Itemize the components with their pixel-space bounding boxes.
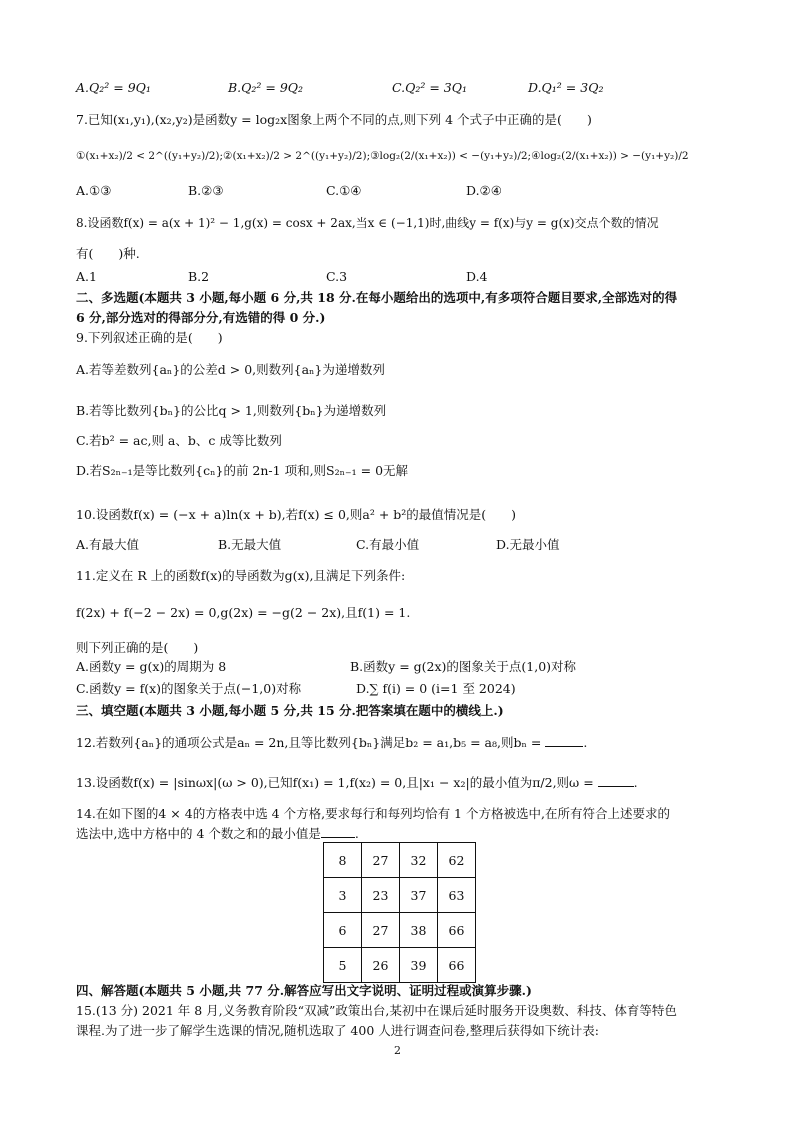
q9-option-c: C.若b² = ac,则 a、b、c 成等比数列 — [76, 433, 282, 448]
q7-stem: 7.已知(x₁,y₁),(x₂,y₂)是函数y = log₂x图象上两个不同的点,则下列 4 个式子中正确的是( ) — [76, 112, 592, 127]
section2-heading-line2: 6 分,部分选对的得部分分,有选错的得 0 分.) — [76, 310, 326, 325]
q9-option-b: B.若等比数列{bₙ}的公比q > 1,则数列{bₙ}为递增数列 — [76, 403, 387, 418]
q11-option-a: A.函数y = g(x)的周期为 8 — [76, 659, 227, 674]
q7-items: ①(x₁+x₂)/2 < 2^((y₁+y₂)/2);②(x₁+x₂)/2 > 2^((y₁+y₂)/2);③log₂(2/(x₁+x₂)) < −(y₁+y₂)/2;④log₂(2/(x₁+x₂)) > −(y₁+y₂)/2 — [76, 150, 689, 162]
q8-option-c: C.3 — [326, 269, 348, 284]
section2-heading-line1: 二、多选题(本题共 3 小题,每小题 6 分,共 18 分.在每小题给出的选项中,有多项符合题目要求,全部选对的得 — [76, 290, 678, 305]
q11-ask: 则下列正确的是( ) — [76, 640, 199, 655]
section3-heading: 三、填空题(本题共 3 小题,每小题 5 分,共 15 分.把答案填在题中的横线上.) — [76, 703, 504, 718]
q9-stem: 9.下列叙述正确的是( ) — [76, 330, 223, 345]
grid-cell: 3 — [324, 878, 362, 913]
q10-option-a: A.有最大值 — [76, 537, 140, 552]
q14-text: 选法中,选中方格中的 4 个数之和的最小值是 — [76, 826, 321, 841]
grid-cell: 63 — [438, 878, 476, 913]
q14-stem-line1: 14.在如下图的4 × 4的方格表中选 4 个方格,要求每行和每列均恰有 1 个方格被选中,在所有符合上述要求的 — [76, 806, 670, 821]
grid-cell: 32 — [400, 843, 438, 878]
q9-option-a: A.若等差数列{aₙ}的公差d > 0,则数列{aₙ}为递增数列 — [76, 362, 385, 377]
table-row — [324, 913, 476, 948]
q6-option-d: D.Q₁² = 3Q₂ — [528, 80, 604, 95]
q15-stem-line1: 15.(13 分) 2021 年 8 月,义务教育阶段“双减”政策出台,某初中在课后延时服务开设奥数、科技、体育等特色 — [76, 1003, 677, 1018]
grid-cell: 23 — [362, 878, 400, 913]
q7-option-b: B.②③ — [188, 183, 224, 198]
q8-option-a: A.1 — [76, 269, 97, 284]
q9-option-d: D.若S₂ₙ₋₁是等比数列{cₙ}的前 2n-1 项和,则S₂ₙ₋₁ = 0无解 — [76, 463, 409, 478]
q13-stem: 13.设函数f(x) = |sinωx|(ω > 0),已知f(x₁) = 1,f(x₂) = 0,且|x₁ − x₂|的最小值为π/2,则ω = . — [76, 775, 638, 790]
section4-heading: 四、解答题(本题共 5 小题,共 77 分.解答应写出文字说明、证明过程或演算步骤.) — [76, 983, 532, 998]
page-number: 2 — [394, 1044, 401, 1057]
q12-text: 12.若数列{aₙ}的通项公式是aₙ = 2n,且等比数列{bₙ}满足b₂ = a₁,b₅ = a₈,则bₙ = — [76, 735, 542, 750]
q10-option-c: C.有最小值 — [356, 537, 420, 552]
q7-option-c: C.①④ — [326, 183, 362, 198]
q10-option-b: B.无最大值 — [218, 537, 282, 552]
q8-option-b: B.2 — [188, 269, 210, 284]
grid-cell: 62 — [438, 843, 476, 878]
q8-option-d: D.4 — [466, 269, 488, 284]
grid-cell: 26 — [362, 948, 400, 983]
q7-option-d: D.②④ — [466, 183, 502, 198]
q8-stem-line2: 有( )种. — [76, 246, 140, 261]
grid-cell: 8 — [324, 843, 362, 878]
q6-option-b: B.Q₂² = 9Q₂ — [228, 80, 304, 95]
grid-cell: 38 — [400, 913, 438, 948]
q13-answer-blank[interactable] — [598, 786, 634, 787]
q11-option-d: D.∑ f(i) = 0 (i=1 至 2024) — [356, 681, 516, 696]
table-row — [324, 948, 476, 983]
grid-cell: 27 — [362, 913, 400, 948]
q14-stem-line2: 选法中,选中方格中的 4 个数之和的最小值是 . — [76, 826, 359, 841]
q6-option-c: C.Q₂² = 3Q₁ — [392, 80, 467, 95]
q11-option-b: B.函数y = g(2x)的图象关于点(1,0)对称 — [350, 659, 577, 674]
q11-stem: 11.定义在 R 上的函数f(x)的导函数为g(x),且满足下列条件: — [76, 568, 406, 583]
table-row — [324, 878, 476, 913]
grid-cell: 5 — [324, 948, 362, 983]
grid-cell: 37 — [400, 878, 438, 913]
grid-cell: 66 — [438, 913, 476, 948]
q15-stem-line2: 课程.为了进一步了解学生选课的情况,随机选取了 400 人进行调查问卷,整理后获得如下统计表: — [76, 1023, 599, 1038]
q11-condition: f(2x) + f(−2 − 2x) = 0,g(2x) = −g(2 − 2x),且f(1) = 1. — [76, 605, 411, 620]
q10-stem: 10.设函数f(x) = (−x + a)ln(x + b),若f(x) ≤ 0,则a² + b²的最值情况是( ) — [76, 507, 517, 522]
grid-cell: 27 — [362, 843, 400, 878]
q12-stem: 12.若数列{aₙ}的通项公式是aₙ = 2n,且等比数列{bₙ}满足b₂ = a₁,b₅ = a₈,则bₙ = . — [76, 735, 588, 750]
q11-option-c: C.函数y = f(x)的图象关于点(−1,0)对称 — [76, 681, 302, 696]
grid-cell: 39 — [400, 948, 438, 983]
table-row — [324, 843, 476, 878]
grid-cell: 66 — [438, 948, 476, 983]
q10-option-d: D.无最小值 — [496, 537, 560, 552]
q13-text: 13.设函数f(x) = |sinωx|(ω > 0),已知f(x₁) = 1,f(x₂) = 0,且|x₁ − x₂|的最小值为π/2,则ω = — [76, 775, 594, 790]
q7-option-a: A.①③ — [76, 183, 112, 198]
q12-answer-blank[interactable] — [545, 746, 583, 747]
q6-option-a: A.Q₂² = 9Q₁ — [76, 80, 151, 95]
q14-answer-blank[interactable] — [321, 837, 355, 838]
grid-cell: 6 — [324, 913, 362, 948]
q14-number-grid — [323, 842, 476, 983]
q8-stem-line1: 8.设函数f(x) = a(x + 1)² − 1,g(x) = cosx + 2ax,当x ∈ (−1,1)时,曲线y = f(x)与y = g(x)交点个数的情况 — [76, 216, 659, 230]
